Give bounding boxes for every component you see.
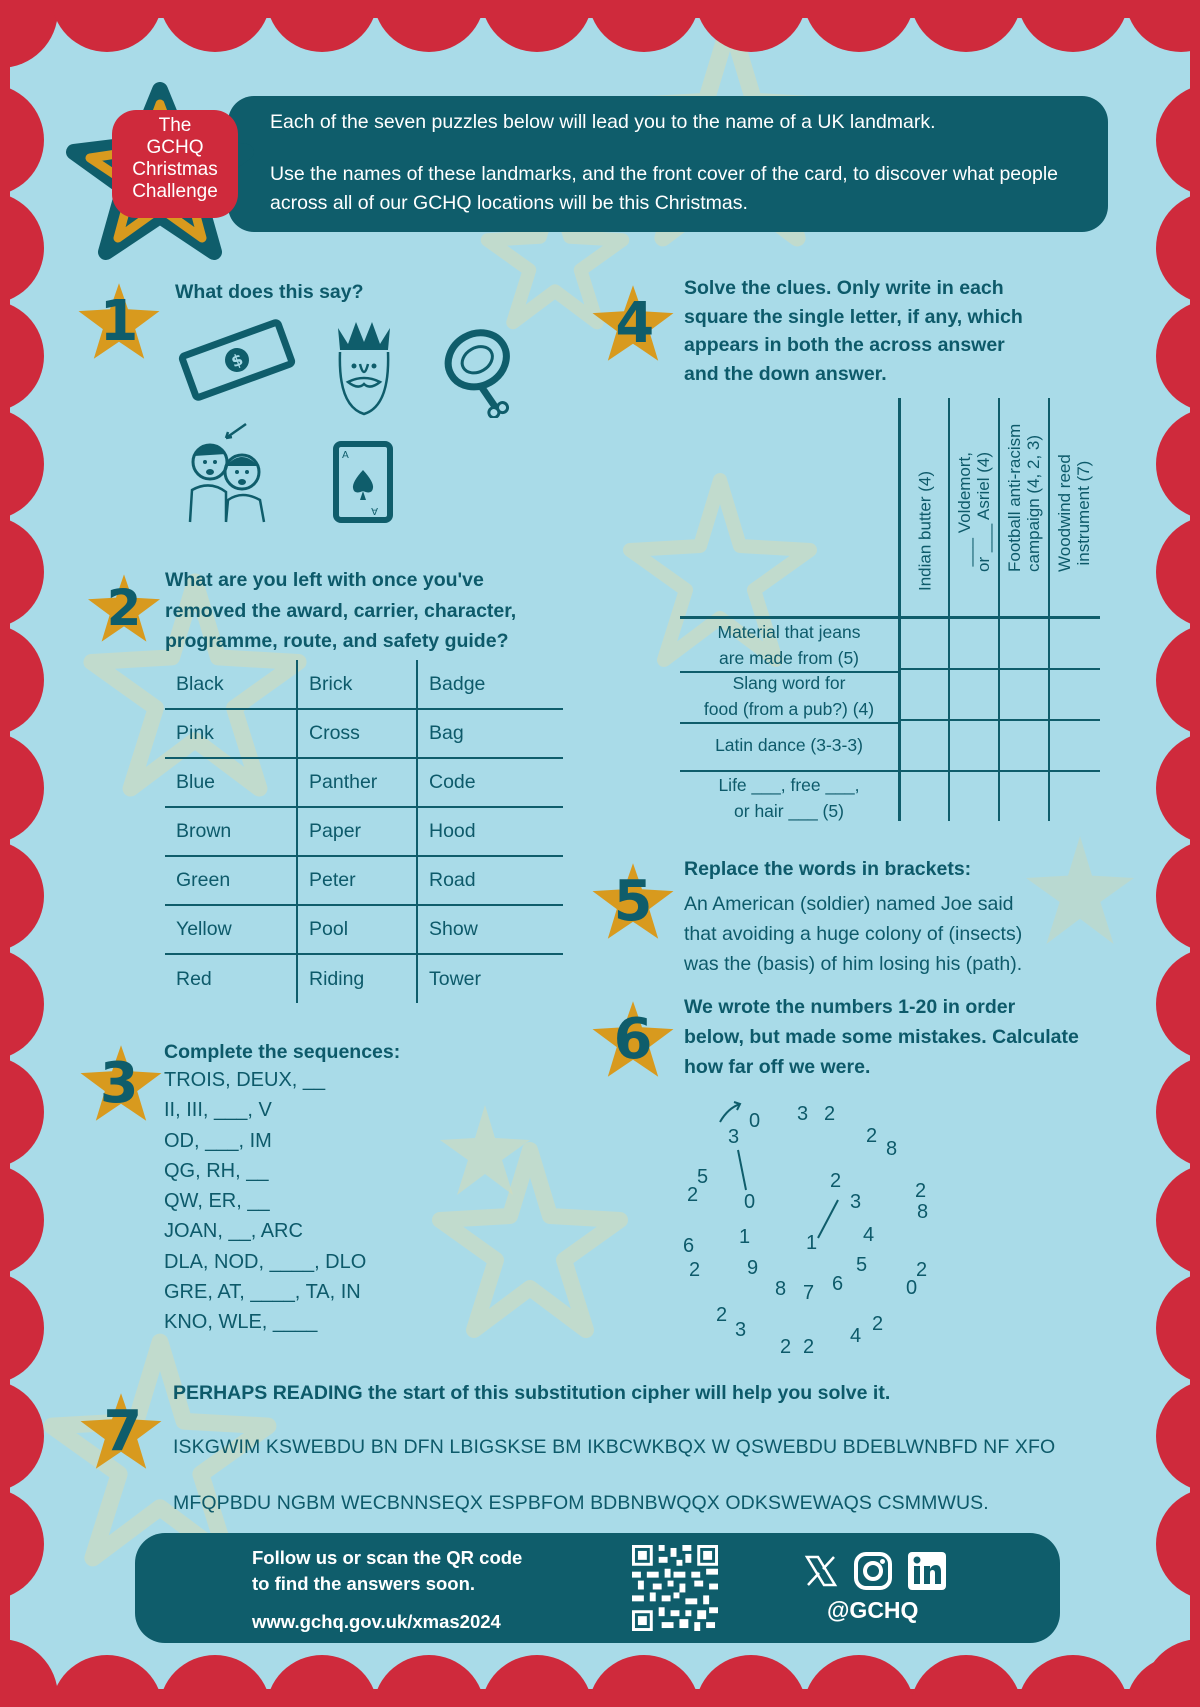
table-cell: Cross [297, 709, 417, 758]
svg-text:2: 2 [106, 578, 142, 637]
table-row [165, 954, 563, 1003]
spiral-digit: 2 [803, 1336, 815, 1358]
spiral-digit: 2 [689, 1259, 701, 1281]
table-cell: Hood [417, 807, 563, 856]
spiral-digit: 2 [780, 1336, 792, 1358]
sequence-list [164, 1065, 366, 1338]
down-clue-4: Woodwind reed instrument (7) [1048, 398, 1098, 616]
table-cell: Badge [417, 660, 563, 709]
spiral-digit: 2 [915, 1180, 927, 1202]
table-cell: Peter [297, 856, 417, 905]
sequence-item: QG, RH, __ [164, 1159, 269, 1182]
spiral-digit: 9 [747, 1257, 759, 1279]
puzzle-5-title: Replace the words in brackets: [684, 858, 972, 880]
sequence-item: JOAN, __, ARC [164, 1220, 303, 1243]
table-row [165, 807, 563, 856]
table-cell: Road [417, 856, 563, 905]
svg-text:4: 4 [615, 290, 655, 356]
down-clue-3: Football anti-racism campaign (4, 2, 3) [998, 398, 1048, 616]
social-handle[interactable]: @GCHQ [827, 1597, 919, 1623]
spiral-digit: 3 [735, 1319, 747, 1341]
footer-banner [135, 1533, 1060, 1643]
svg-text:3: 3 [99, 1050, 139, 1116]
cipher-line-1: ISKGWIM KSWEBDU BN DFN LBIGSKSE BM IKBCWKBQX W QSWEBDU BDEBLWNBFD NF XFO [173, 1436, 1056, 1458]
qr-code-icon[interactable] [632, 1545, 718, 1631]
table-cell: Pool [297, 905, 417, 954]
svg-text:5: 5 [613, 868, 653, 934]
across-clue-3: Latin dance (3-3-3) [680, 721, 898, 772]
x-icon[interactable] [803, 1553, 839, 1589]
table-cell: Tower [429, 967, 482, 990]
svg-text:7: 7 [103, 1398, 143, 1464]
table-cell: Black [165, 660, 297, 709]
table-cell: Yellow [165, 905, 297, 954]
down-clue-1: Indian butter (4) [898, 398, 948, 616]
spiral-digit: 4 [850, 1325, 862, 1347]
footer-message: Follow us or scan the QR code to find the answers soon. [252, 1547, 523, 1594]
sequence-item: KNO, WLE, ____ [164, 1311, 318, 1334]
grid-line [1048, 616, 1050, 821]
puzzle-5-star-badge-icon [588, 860, 678, 942]
spiral-digit: 1 [739, 1226, 751, 1248]
table-cell: Bag [417, 709, 563, 758]
grid-line [898, 616, 901, 821]
down-clue-2: ___ Voldemort, or ___ Asriel (4) [948, 398, 998, 616]
spiral-digit: 8 [886, 1138, 898, 1160]
sequence-item: TROIS, DEUX, __ [164, 1069, 326, 1091]
puzzle-4-title: Solve the clues. Only write in each square the single letter, if any, which appears in both the across answer and the down answer. [684, 277, 1023, 385]
spiral-digit: 0 [906, 1277, 918, 1299]
svg-text:$: $ [228, 349, 246, 372]
cipher-line-2: MFQPBDU NGBM WECBNNSEQX ESPBFOM BDBNBWQQX ODKSWEWAQS CSMMWUS. [173, 1492, 989, 1514]
puzzle-4-star-badge-icon [588, 282, 678, 364]
puzzle-7-title: PERHAPS READING the start of this substitution cipher will help you solve it. [173, 1382, 891, 1404]
spiral-digit: 2 [687, 1184, 699, 1206]
social-icons [803, 1551, 947, 1591]
spiral-digit: 4 [863, 1224, 875, 1246]
table-cell: Brick [297, 660, 417, 709]
spiral-digit: 5 [856, 1254, 868, 1276]
grid-line [998, 616, 1000, 821]
across-clue-2: Slang word for food (from a pub?) (4) [680, 670, 898, 724]
svg-text:1: 1 [99, 288, 139, 354]
sequence-item: OD, ___, IM [164, 1129, 272, 1152]
puzzle-1-star-badge-icon [74, 280, 164, 362]
spiral-digit: 6 [683, 1235, 695, 1257]
intro-paragraph-2: Use the names of these landmarks, and the front cover of the card, to discover what people across all of our GCHQ locations will be this Christmas. [270, 163, 1059, 214]
table-row [165, 856, 563, 905]
spiral-digit: 6 [832, 1273, 844, 1295]
puzzle-1-title: What does this say? [175, 281, 364, 303]
table-cell: Brown [165, 807, 297, 856]
two-boys-arrow-icon [180, 420, 272, 524]
puzzle-6-title: We wrote the numbers 1-20 in order below, but made some mistakes. Calculate how far off we were. [684, 996, 1079, 1078]
instagram-icon[interactable] [853, 1551, 893, 1591]
spiral-digit: 5 [697, 1166, 709, 1188]
puzzle-6-star-badge-icon [588, 998, 678, 1080]
ham-joint-icon [436, 318, 528, 418]
puzzle-3-star-badge-icon [76, 1042, 166, 1124]
svg-text:A: A [342, 450, 349, 461]
puzzle-5-text: An American (soldier) named Joe said that avoiding a huge colony of (insects) was the (basis) of him losing his (path). [684, 893, 1023, 975]
spiral-digit: 8 [917, 1201, 929, 1223]
spiral-digit: 2 [716, 1304, 728, 1326]
spiral-digit: 2 [830, 1170, 842, 1192]
table-cell: Green [165, 856, 297, 905]
spiral-digit: 0 [744, 1191, 756, 1213]
spiral-digit: 1 [806, 1232, 818, 1254]
table-cell: Paper [297, 807, 417, 856]
table-cell: Blue [165, 758, 297, 807]
spiral-digit: 8 [775, 1278, 787, 1300]
banknote-dollar-icon [178, 318, 296, 402]
intro-paragraph-1: Each of the seven puzzles below will lead you to the name of a UK landmark. [270, 111, 936, 133]
logo-title: The GCHQ Christmas Challenge [112, 110, 238, 218]
spiral-digit: 2 [824, 1103, 836, 1125]
sequence-item: GRE, AT, ____, TA, IN [164, 1281, 361, 1304]
grid-line [948, 616, 950, 821]
puzzle-3-title: Complete the sequences: [164, 1041, 401, 1063]
spiral-digit: 3 [850, 1191, 862, 1213]
svg-text:A: A [371, 505, 378, 516]
ace-of-spades-card-icon [332, 440, 394, 524]
table-cell: Red [165, 954, 297, 1003]
table-cell: Panther [297, 758, 417, 807]
spiral-digit: 2 [872, 1313, 884, 1335]
answers-link[interactable]: www.gchq.gov.uk/xmas2024 [252, 1611, 501, 1632]
svg-text:6: 6 [613, 1006, 653, 1072]
word-grid-table [165, 660, 563, 1003]
spiral-digit: 2 [866, 1125, 878, 1147]
sequence-item: QW, ER, __ [164, 1190, 270, 1213]
table-row [165, 660, 563, 709]
spiral-digit: 3 [728, 1126, 740, 1148]
across-clue-1: Material that jeans are made from (5) [680, 619, 898, 673]
table-row [165, 758, 563, 807]
spiral-digit: 7 [803, 1282, 815, 1304]
linkedin-icon[interactable] [907, 1551, 947, 1591]
table-row [165, 709, 563, 758]
bearded-king-icon [330, 316, 398, 418]
table-cell: Code [417, 758, 563, 807]
intro-banner [228, 96, 1108, 232]
number-spiral-strokes [700, 1090, 960, 1290]
sequence-item: II, III, ___, V [164, 1099, 272, 1122]
puzzle-7-star-badge-icon [76, 1390, 166, 1472]
sequence-item: DLA, NOD, ____, DLO [164, 1250, 367, 1273]
puzzle-2-star-badge-icon [84, 570, 164, 646]
table-cell: Riding [297, 954, 417, 1003]
table-cell: Show [417, 905, 563, 954]
table-cell: Pink [165, 709, 297, 758]
spiral-digit: 3 [797, 1103, 809, 1125]
table-row [165, 905, 563, 954]
spiral-digit: 2 [916, 1259, 928, 1281]
puzzle-2-title: What are you left with once you've removed the award, carrier, character, programme, route, and safety guide? [165, 569, 517, 652]
spiral-digit: 0 [749, 1110, 761, 1132]
across-clue-4: Life ___, free ___, or hair ___ (5) [718, 775, 860, 821]
